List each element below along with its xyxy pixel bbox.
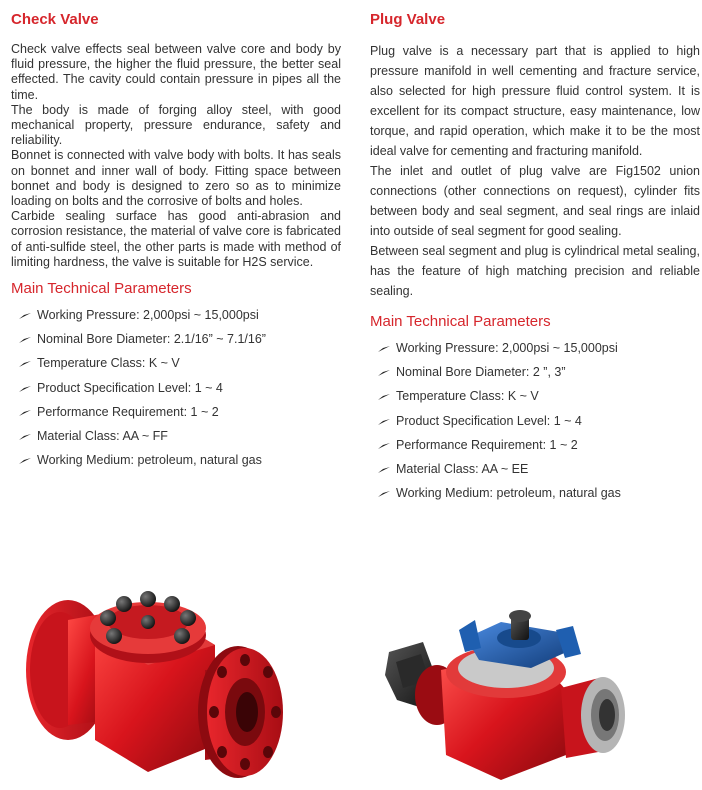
param-text: Product Specification Level: 1 ~ 4 — [37, 380, 223, 395]
check-valve-description — [11, 42, 341, 270]
list-item — [370, 360, 700, 384]
param-text: Temperature Class: K ~ V — [37, 356, 180, 371]
plug-valve-description — [370, 41, 700, 301]
arrow-bullet-icon — [19, 456, 31, 464]
plug-valve-illustration — [351, 560, 702, 785]
list-item — [11, 424, 341, 448]
arrow-bullet-icon — [378, 368, 390, 376]
param-text: Performance Requirement: 1 ~ 2 — [37, 404, 219, 419]
param-text: Performance Requirement: 1 ~ 2 — [396, 437, 578, 452]
plug-valve-image — [351, 560, 702, 785]
list-item — [370, 384, 700, 408]
arrow-bullet-icon — [378, 417, 390, 425]
list-item — [370, 336, 700, 360]
check-valve-params-title: Main Technical Parameters — [11, 280, 192, 298]
list-item — [11, 400, 341, 424]
paragraph: Plug valve is a necessary part that is applied to high pressure manifold in well cementing and fracture service, also selected for high pressure fluid control system. It is excellent for its compact structure, easy maintenance, low torque, and rapid operation, which make it to be the most ideal valve for cementing and fracturing manifold. — [370, 44, 700, 158]
param-text: Nominal Bore Diameter: 2.1/16” ~ 7.1/16” — [37, 332, 266, 347]
list-item — [11, 351, 341, 375]
list-item — [370, 409, 700, 433]
arrow-bullet-icon — [378, 465, 390, 473]
paragraph: Carbide sealing surface has good anti-abrasion and corrosion resistance, the material of valve core is fabricated of anti-sulfide steel, the other parts is made with method of limiting hardness, the valve is suitable for H2S service. — [11, 209, 341, 269]
list-item — [11, 303, 341, 327]
list-item — [370, 481, 700, 505]
param-text: Material Class: AA ~ EE — [396, 462, 529, 477]
list-item — [370, 457, 700, 481]
list-item — [11, 376, 341, 400]
list-item — [370, 433, 700, 457]
check-valve-illustration — [0, 560, 351, 785]
arrow-bullet-icon — [19, 408, 31, 416]
paragraph: Bonnet is connected with valve body with bolts. It has seals on bonnet and inner wall of body. Fitting space between bonnet and body is designed to zero so as to minimize loading on bolts and the corrosive of bolts and holes. — [11, 148, 341, 209]
param-text: Material Class: AA ~ FF — [37, 429, 168, 444]
paragraph: Check valve effects seal between valve core and body by fluid pressure, the higher the fluid pressure, the better seal effected. The cavity could contain pressure in pipes all the time. — [11, 42, 341, 102]
arrow-bullet-icon — [378, 344, 390, 352]
param-text: Working Medium: petroleum, natural gas — [37, 453, 262, 468]
arrow-bullet-icon — [19, 359, 31, 367]
plug-valve-title: Plug Valve — [370, 11, 446, 28]
arrow-bullet-icon — [378, 441, 390, 449]
paragraph: Between seal segment and plug is cylindrical metal sealing, has the feature of high matching precision and reliable sealing. — [370, 244, 700, 298]
param-text: Working Pressure: 2,000psi ~ 15,000psi — [396, 341, 618, 355]
list-item — [11, 448, 341, 472]
paragraph: The body is made of forging alloy steel, with good mechanical property, pressure endurance, safety and reliability. — [11, 102, 341, 148]
arrow-bullet-icon — [19, 432, 31, 440]
arrow-bullet-icon — [378, 392, 390, 400]
param-text: Working Pressure: 2,000psi ~ 15,000psi — [37, 308, 259, 323]
arrow-bullet-icon — [378, 489, 390, 497]
check-valve-image — [0, 560, 351, 785]
plug-valve-params-list — [370, 336, 700, 505]
plug-valve-params-title: Main Technical Parameters — [370, 313, 551, 330]
param-text: Product Specification Level: 1 ~ 4 — [396, 413, 582, 428]
check-valve-section — [11, 0, 341, 472]
plug-valve-section — [370, 0, 700, 505]
list-item — [11, 327, 341, 351]
param-text: Temperature Class: K ~ V — [396, 389, 539, 404]
param-text: Working Medium: petroleum, natural gas — [396, 486, 621, 501]
arrow-bullet-icon — [19, 335, 31, 343]
arrow-bullet-icon — [19, 384, 31, 392]
param-text: Nominal Bore Diameter: 2 ”, 3” — [396, 365, 566, 380]
paragraph: The inlet and outlet of plug valve are Fig1502 union connections (other connections on request), cylinder fits between body and seal segment, and seal rings are inlaid into outside of seal segment for good sealing. — [370, 164, 700, 238]
arrow-bullet-icon — [19, 311, 31, 319]
check-valve-params-list — [11, 303, 341, 472]
check-valve-title: Check Valve — [11, 11, 99, 28]
